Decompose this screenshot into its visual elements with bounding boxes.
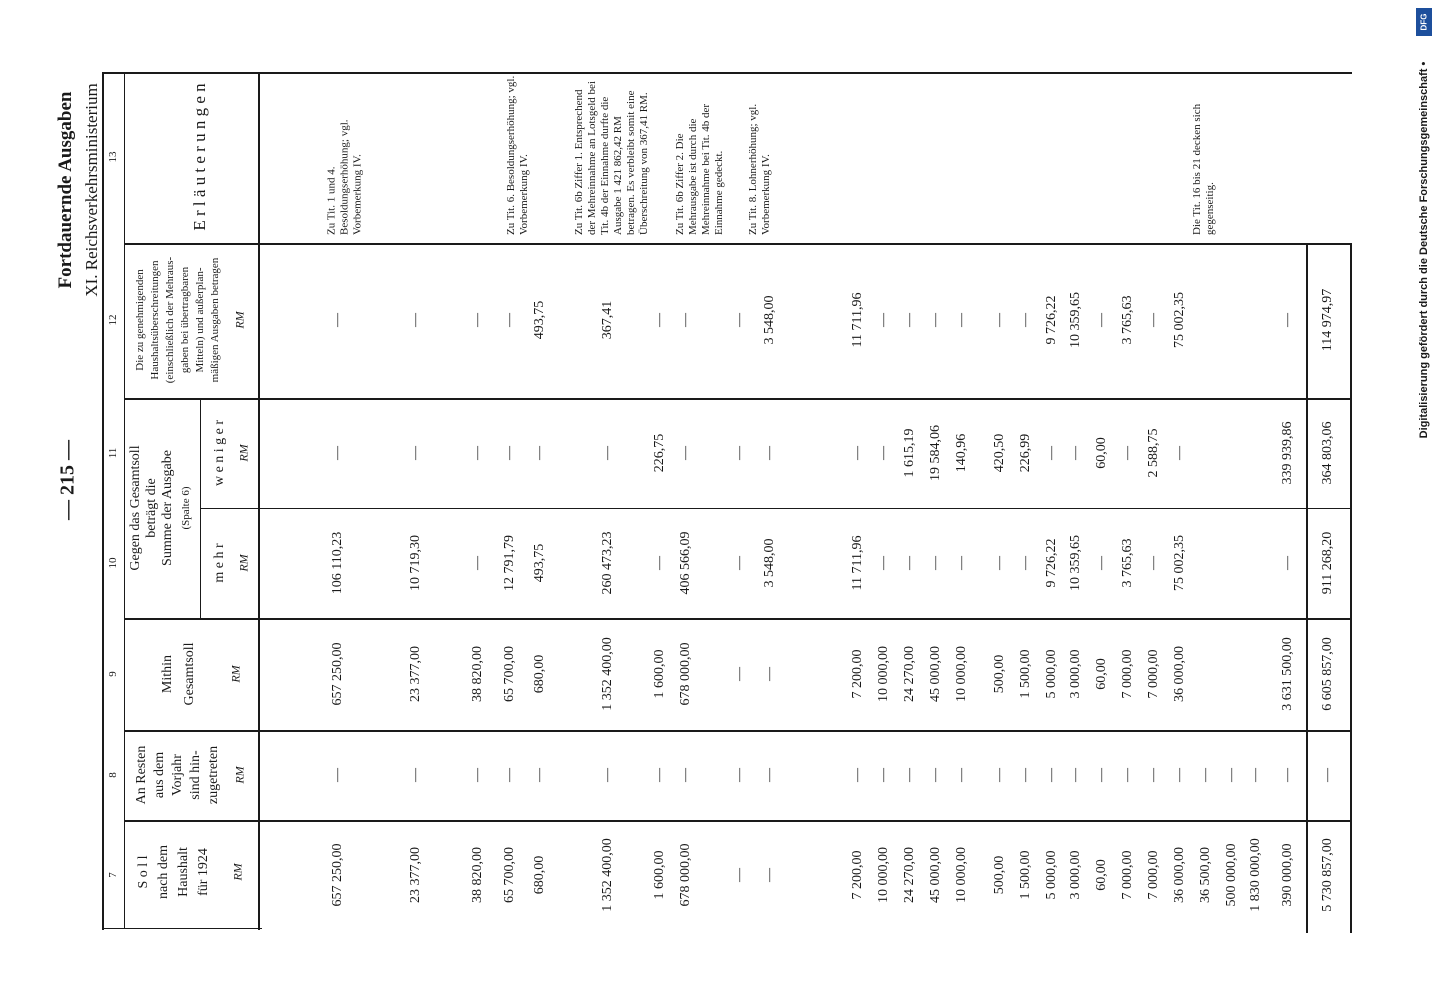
col8-cell: — bbox=[762, 768, 777, 782]
col11-cell: — bbox=[470, 446, 485, 460]
col12-cell: — bbox=[408, 313, 423, 327]
note-tit-8: Zu Tit. 8. Lohnerhöhung; vgl. Vorbemerkung IV. bbox=[747, 103, 772, 235]
col7-cell: 1 500,00 bbox=[1018, 850, 1033, 900]
col11-cell: — bbox=[1172, 446, 1187, 460]
col10-cell: — bbox=[928, 556, 943, 570]
col10-header: m e h r bbox=[212, 543, 227, 583]
col8-cell: — bbox=[678, 768, 693, 782]
col12-cell: — bbox=[470, 313, 485, 327]
col10-cell: — bbox=[1094, 556, 1109, 570]
col10-cell: — bbox=[470, 556, 485, 570]
col12-cell: 9 726,22 bbox=[1044, 295, 1059, 345]
col10-cell: 106 110,23 bbox=[330, 531, 345, 595]
col7-cell: 24 270,00 bbox=[902, 847, 917, 903]
col12-header-line2: Haushaltsüberschreitungen bbox=[149, 260, 161, 380]
col9-cell: 38 820,00 bbox=[470, 646, 485, 702]
col10-cell: — bbox=[1280, 556, 1295, 570]
note-tit-6: Zu Tit. 6. Besoldungserhöhung; vgl. Vorbemerkung IV. bbox=[505, 75, 530, 235]
col8-header-line1: An Resten bbox=[134, 745, 149, 805]
dfg-logo bbox=[1416, 8, 1432, 36]
col12-cell: — bbox=[732, 313, 747, 327]
col7-cell: 38 820,00 bbox=[470, 847, 485, 903]
col8-cell: — bbox=[502, 768, 517, 782]
col12-cell: — bbox=[1146, 313, 1161, 327]
dfg-logo-text: DFG bbox=[1419, 13, 1429, 31]
col8-cell: — bbox=[1198, 768, 1213, 782]
col9-cell: 657 250,00 bbox=[330, 642, 345, 706]
colnum-11: 11 bbox=[107, 447, 119, 459]
col12-cell: 11 711,96 bbox=[850, 292, 865, 348]
col9-cell: 10 000,00 bbox=[954, 646, 969, 702]
colnum-row-line bbox=[102, 72, 1352, 73]
col7-cell: 1 352 400,00 bbox=[600, 838, 615, 912]
col10-cell: — bbox=[732, 556, 747, 570]
col8-cell: — bbox=[600, 768, 615, 782]
total-col12: 114 974,97 bbox=[1320, 288, 1335, 352]
col10-11-header-line4: (Spalte 6) bbox=[180, 486, 192, 530]
col12-cell: — bbox=[876, 313, 891, 327]
col10-11-header-line2: beträgt die bbox=[144, 478, 159, 538]
col8-cell: — bbox=[532, 768, 547, 782]
col9-header-line2: Gesamtsoll bbox=[182, 642, 197, 706]
col12-header-line3: (einschließlich der Mehraus- bbox=[164, 256, 176, 384]
col12-header-line5: Mitteln) und außerplan- bbox=[194, 267, 206, 373]
col12-cell: — bbox=[1280, 313, 1295, 327]
col11-cell: — bbox=[408, 446, 423, 460]
col8-cell: — bbox=[850, 768, 865, 782]
col8-col7-divider bbox=[124, 820, 1350, 822]
col9-cell: — bbox=[732, 667, 747, 681]
col7-cell: 36 500,00 bbox=[1198, 847, 1213, 903]
col8-cell: — bbox=[1280, 768, 1295, 782]
col9-cell: 3 000,00 bbox=[1068, 649, 1083, 699]
col10-cell: — bbox=[876, 556, 891, 570]
col8-cell: — bbox=[1172, 768, 1187, 782]
col10-cell: — bbox=[902, 556, 917, 570]
col7-cell: 7 200,00 bbox=[850, 850, 865, 900]
total-col9: 6 605 857,00 bbox=[1320, 637, 1335, 711]
col10-cell: 3 548,00 bbox=[762, 538, 777, 588]
col12-cell: — bbox=[992, 313, 1007, 327]
col11-cell: — bbox=[876, 446, 891, 460]
col11-cell: — bbox=[850, 446, 865, 460]
col8-cell: — bbox=[1224, 768, 1239, 782]
col12-cell: — bbox=[502, 313, 517, 327]
note-tit-1-4: Zu Tit. 1 und 4. Besoldungserhöhung; vgl. Vorbemerkung IV. bbox=[325, 119, 364, 235]
col7-cell: 60,00 bbox=[1094, 859, 1109, 891]
col8-cell: — bbox=[876, 768, 891, 782]
col8-cell: — bbox=[954, 768, 969, 782]
col9-cell: 10 000,00 bbox=[876, 646, 891, 702]
col10-cell: 9 726,22 bbox=[1044, 538, 1059, 588]
col10-cell: — bbox=[954, 556, 969, 570]
col8-cell: — bbox=[1146, 768, 1161, 782]
col11-cell: — bbox=[1120, 446, 1135, 460]
col9-cell: 7 000,00 bbox=[1146, 649, 1161, 699]
colnum-8: 8 bbox=[107, 772, 119, 778]
col7-cell: 7 000,00 bbox=[1146, 850, 1161, 900]
col10-cell: — bbox=[652, 556, 667, 570]
col8-cell: — bbox=[330, 768, 345, 782]
col9-cell: 678 000,00 bbox=[678, 642, 693, 706]
col9-unit: RM bbox=[228, 665, 243, 683]
col7-cell: 1 600,00 bbox=[652, 850, 667, 900]
col7-cell: 7 000,00 bbox=[1120, 850, 1135, 900]
col10-11-subheader-line bbox=[200, 398, 201, 618]
col12-cell: 3 548,00 bbox=[762, 295, 777, 345]
col7-cell: 36 000,00 bbox=[1172, 847, 1187, 903]
col8-header-line2: aus dem bbox=[152, 751, 167, 799]
col8-cell: — bbox=[902, 768, 917, 782]
col7-header-line4: für 1924 bbox=[196, 848, 211, 896]
colnum-13: 13 bbox=[107, 151, 119, 163]
col11-cell: — bbox=[678, 446, 693, 460]
col12-cell: 75 002,35 bbox=[1172, 292, 1187, 348]
col11-cell: 140,96 bbox=[954, 433, 969, 473]
col9-cell: 45 000,00 bbox=[928, 646, 943, 702]
colnum-12: 12 bbox=[107, 314, 119, 326]
col8-cell: — bbox=[928, 768, 943, 782]
col13-header: E r l ä u t e r u n g e n bbox=[190, 83, 209, 231]
digitization-credit: Digitalisierung gefördert durch die Deutsche Forschungsgemeinschaft • bbox=[1418, 61, 1430, 439]
header-left-border bbox=[102, 72, 104, 930]
col7-cell: 657 250,00 bbox=[330, 843, 345, 907]
col7-cell: — bbox=[732, 868, 747, 882]
col10-cell: 260 473,23 bbox=[600, 531, 615, 595]
col12-cell: 367,41 bbox=[600, 300, 615, 340]
col7-cell: 390 000,00 bbox=[1280, 843, 1295, 907]
table-bottom-border bbox=[102, 928, 262, 929]
col12-unit: RM bbox=[232, 311, 247, 329]
note-tit-6b-2: Zu Tit. 6b Ziffer 2. Die Mehrausgabe ist durch die Mehreinnahme bei Tit. 4b der Einnahme gedeckt. bbox=[674, 103, 725, 235]
col8-cell: — bbox=[652, 768, 667, 782]
col11-cell: — bbox=[1044, 446, 1059, 460]
col9-cell: 3 631 500,00 bbox=[1280, 637, 1295, 711]
col11-col10-divider bbox=[200, 508, 1352, 509]
col8-header-line3: Vorjahr bbox=[170, 754, 185, 796]
col11-cell: — bbox=[502, 446, 517, 460]
col11-cell: 226,75 bbox=[652, 433, 667, 473]
col7-cell: 500 000,00 bbox=[1224, 843, 1239, 907]
col10-cell: 3 765,63 bbox=[1120, 538, 1135, 588]
col9-cell: 36 000,00 bbox=[1172, 646, 1187, 702]
col9-header-line1: Mithin bbox=[160, 654, 175, 694]
col12-cell: — bbox=[1094, 313, 1109, 327]
col8-cell: — bbox=[732, 768, 747, 782]
page-number: — 215 — bbox=[56, 440, 79, 520]
ministry-title: XI. Reichsverkehrsministerium bbox=[82, 83, 101, 297]
col7-unit: RM bbox=[230, 863, 245, 881]
col12-cell: — bbox=[954, 313, 969, 327]
col11-cell: 60,00 bbox=[1094, 437, 1109, 469]
col7-cell: 3 000,00 bbox=[1068, 850, 1083, 900]
col12-cell: — bbox=[928, 313, 943, 327]
col8-cell: — bbox=[992, 768, 1007, 782]
col8-unit: RM bbox=[232, 766, 247, 784]
col7-cell: 680,00 bbox=[532, 855, 547, 895]
col10-cell: 10 719,30 bbox=[408, 535, 423, 591]
col12-cell: — bbox=[902, 313, 917, 327]
col7-cell: 1 830 000,00 bbox=[1248, 838, 1263, 912]
col10-cell: 75 002,35 bbox=[1172, 535, 1187, 591]
col7-cell: 10 000,00 bbox=[876, 847, 891, 903]
col9-cell: 24 270,00 bbox=[902, 646, 917, 702]
total-col8: — bbox=[1320, 768, 1335, 782]
col12-cell: 3 765,63 bbox=[1120, 295, 1135, 345]
col7-header-line3: Haushalt bbox=[176, 847, 191, 897]
col10-cell: 12 791,79 bbox=[502, 535, 517, 591]
col8-cell: — bbox=[1018, 768, 1033, 782]
col10-cell: — bbox=[1018, 556, 1033, 570]
total-col10: 911 268,20 bbox=[1320, 531, 1335, 595]
col9-cell: 65 700,00 bbox=[502, 646, 517, 702]
col11-cell: — bbox=[532, 446, 547, 460]
col10-11-header-line1: Gegen das Gesamtsoll bbox=[128, 445, 143, 571]
col9-cell: — bbox=[762, 667, 777, 681]
col9-cell: 1 500,00 bbox=[1018, 649, 1033, 699]
colnum-strip-line bbox=[124, 72, 125, 928]
col11-cell: 19 584,06 bbox=[928, 425, 943, 481]
col11-cell: 2 588,75 bbox=[1146, 428, 1161, 478]
col8-cell: — bbox=[470, 768, 485, 782]
col7-header-line2: nach dem bbox=[156, 844, 171, 900]
col7-cell: 678 000,00 bbox=[678, 843, 693, 907]
col8-cell: — bbox=[1068, 768, 1083, 782]
note-tit-16-21: Die Tit. 16 bis 21 decken sich gegenseitig. bbox=[1191, 103, 1216, 235]
col12-cell: — bbox=[652, 313, 667, 327]
col10-cell: — bbox=[1146, 556, 1161, 570]
col7-cell: 23 377,00 bbox=[408, 847, 423, 903]
col12-cell: — bbox=[330, 313, 345, 327]
col9-cell: 23 377,00 bbox=[408, 646, 423, 702]
col8-cell: — bbox=[1044, 768, 1059, 782]
col11-cell: — bbox=[762, 446, 777, 460]
col8-cell: — bbox=[1120, 768, 1135, 782]
col11-cell: 420,50 bbox=[992, 433, 1007, 473]
col8-cell: — bbox=[1094, 768, 1109, 782]
col8-cell: — bbox=[408, 768, 423, 782]
col11-unit: RM bbox=[236, 444, 251, 462]
col7-cell: 10 000,00 bbox=[954, 847, 969, 903]
col9-cell: 60,00 bbox=[1094, 658, 1109, 690]
colnum-10: 10 bbox=[107, 557, 119, 569]
col9-cell: 5 000,00 bbox=[1044, 649, 1059, 699]
col8-cell: — bbox=[1248, 768, 1263, 782]
col11-cell: — bbox=[330, 446, 345, 460]
col10-cell: 11 711,96 bbox=[850, 535, 865, 591]
colnum-7: 7 bbox=[107, 872, 119, 878]
col11-header: w e n i g e r bbox=[212, 419, 227, 487]
col11-cell: — bbox=[600, 446, 615, 460]
col11-cell: — bbox=[1068, 446, 1083, 460]
col7-cell: 65 700,00 bbox=[502, 847, 517, 903]
totals-right-line bbox=[1350, 243, 1352, 933]
col10-cell: — bbox=[992, 556, 1007, 570]
total-col7: 5 730 857,00 bbox=[1320, 838, 1335, 912]
col9-cell: 500,00 bbox=[992, 654, 1007, 694]
col10-unit: RM bbox=[236, 554, 251, 572]
header-body-divider bbox=[258, 72, 260, 930]
col10-cell: 493,75 bbox=[532, 543, 547, 583]
col9-cell: 7 200,00 bbox=[850, 649, 865, 699]
col12-header-line4: gaben bei übertragbaren bbox=[179, 266, 191, 374]
col9-cell: 1 352 400,00 bbox=[600, 637, 615, 711]
col10-11-header-line3: Summe der Ausgabe bbox=[160, 450, 175, 566]
col12-cell: — bbox=[1018, 313, 1033, 327]
total-col11: 364 803,06 bbox=[1320, 421, 1335, 485]
col11-cell: 226,99 bbox=[1018, 433, 1033, 473]
col8-header-line4: sind hin- bbox=[188, 750, 203, 800]
col12-col11-divider bbox=[124, 398, 1350, 400]
col7-header-line1: S o l l bbox=[136, 855, 151, 889]
col10-col9-divider bbox=[124, 618, 1350, 620]
col12-cell: 493,75 bbox=[532, 300, 547, 340]
col7-cell: 45 000,00 bbox=[928, 847, 943, 903]
col12-header-line6: mäßigen Ausgaben betragen bbox=[209, 257, 221, 383]
col7-cell: 500,00 bbox=[992, 855, 1007, 895]
col9-cell: 680,00 bbox=[532, 654, 547, 694]
col8-header-line5: zugetreten bbox=[206, 745, 221, 805]
col12-header-line1: Die zu genehmigenden bbox=[134, 269, 146, 371]
colnum-9: 9 bbox=[107, 671, 119, 677]
col9-col8-divider bbox=[124, 730, 1350, 732]
col11-cell: 1 615,19 bbox=[902, 428, 917, 478]
totals-left-line bbox=[1306, 243, 1308, 933]
col7-cell: 5 000,00 bbox=[1044, 850, 1059, 900]
col7-cell: — bbox=[762, 868, 777, 882]
col9-cell: 1 600,00 bbox=[652, 649, 667, 699]
section-title: Fortdauernde Ausgaben bbox=[55, 91, 76, 289]
note-tit-6b-1: Zu Tit. 6b Ziffer 1. Entsprechend der Mehreinnahme an Lotsgeld bei Tit. 4b der Einnahme durfte die Ausgabe 1 421 862,42 RM betragen. Es verbleibt somit eine Überschreitung von 367,41 RM. bbox=[573, 81, 650, 235]
col11-cell: — bbox=[732, 446, 747, 460]
col11-cell: 339 939,86 bbox=[1280, 421, 1295, 485]
col10-cell: 406 566,09 bbox=[678, 531, 693, 595]
col9-cell: 7 000,00 bbox=[1120, 649, 1135, 699]
col13-col12-divider bbox=[124, 243, 1350, 245]
col12-cell: — bbox=[678, 313, 693, 327]
col12-cell: 10 359,65 bbox=[1068, 292, 1083, 348]
col10-cell: 10 359,65 bbox=[1068, 535, 1083, 591]
